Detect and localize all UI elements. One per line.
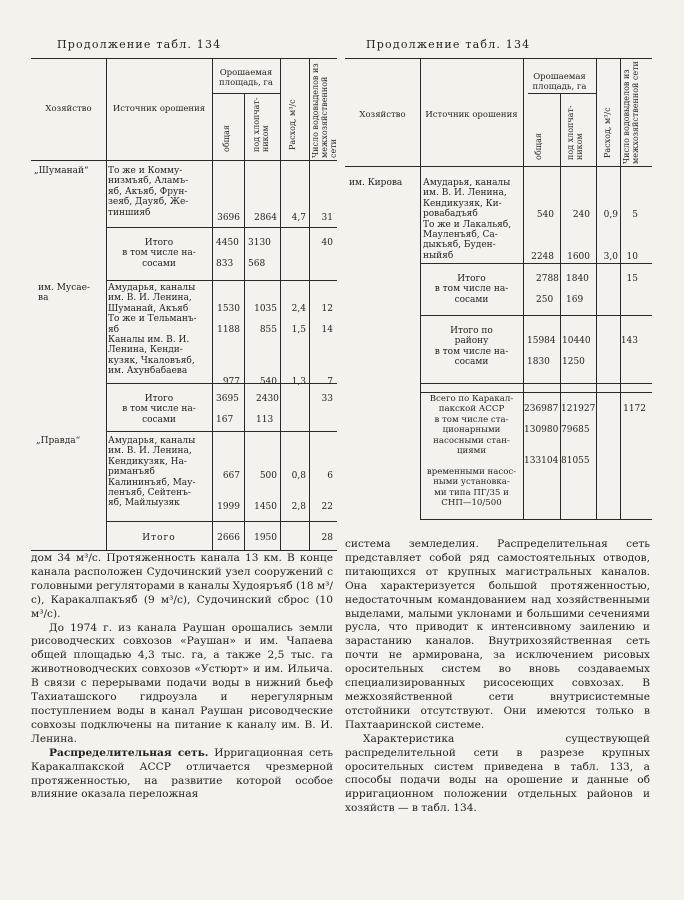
left-header-irrigated: Орошаемая площадь, га	[219, 68, 273, 88]
left-row-source: Итого	[142, 533, 176, 543]
left-header-source: Источник орошения	[112, 104, 206, 114]
paragraph: Характеристика существующей распределительной сети в разрезе крупных оросительных систем приведена в табл. 133, а способы подачи воды на орошение и данные об ирригационном положении отдельных районов и хозяйств — в табл. 134.	[345, 732, 650, 815]
section-heading: Распределительная сеть.	[49, 746, 209, 759]
left-header-cotton: под хлопчат-ником	[252, 97, 270, 152]
right-header-total: общая	[534, 133, 543, 160]
right-row-total: 2788 250	[536, 274, 559, 305]
left-row-cotton: 3130 568	[248, 238, 271, 269]
left-row-flow: 0,8 2,8	[291, 471, 306, 513]
right-body-text	[345, 538, 650, 816]
right-row-outlets: 143	[620, 336, 638, 346]
right-row-source: Итого по району в том числе на- сосами	[434, 326, 509, 368]
left-row-farm: им. Мусае- ва	[38, 283, 91, 304]
right-header-flow: Расход, м³/с	[603, 107, 612, 158]
right-row-outlets: 1172	[623, 404, 646, 414]
left-row-source: Амударья, каналы им. В. И. Ленина, Кендикузяк, На- риманъяб Калининъяб, Мау- ленъяб, Сейтенъ- яб, Майлыузяк	[108, 436, 196, 509]
right-row-total: 540 2248	[531, 210, 554, 262]
left-row-cotton: 1035 855 540	[254, 304, 277, 387]
left-row-outlets: 28	[321, 533, 333, 543]
left-row-total: 667 1999	[217, 471, 240, 513]
left-row-cotton: 2430 113	[256, 394, 279, 425]
left-row-source: То же и Комму- низмъяб, Аламъ- яб, Акъяб, Фрун- зеяб, Дауяб, Же- тиншияб	[108, 166, 189, 218]
left-row-cotton: 1950	[254, 533, 277, 543]
paragraph: дом 34 м³/с. Протяженность канала 13 км. В конце канала расположен Судочинский узел сооружений с головными регуляторами в каналы Худояръяб (18 м³/с), Каракалпакъяб (9 м³/с), Судочинский сброс (10 м³/с).	[31, 552, 333, 620]
left-row-total: 2666	[217, 533, 240, 543]
right-row-outlets: 15	[626, 274, 638, 284]
left-row-flow: 2,4 1,5 1,3	[291, 304, 306, 387]
right-row-cotton: 10440 1250	[562, 336, 591, 367]
left-row-total: 4450 833	[216, 238, 239, 269]
right-row-flow: 0,9 3,0	[603, 210, 618, 262]
right-table-caption: Продолжение табл. 134	[366, 38, 531, 51]
left-row-source: Итого в том числе на- сосами	[122, 394, 196, 425]
left-row-total: 1530 1188 977	[217, 304, 240, 387]
right-header-cotton: под хлопчат-ником	[566, 105, 584, 160]
left-table-caption: Продолжение табл. 134	[57, 38, 222, 51]
left-body-text	[31, 552, 333, 802]
paragraph: До 1974 г. из канала Раушан орошались земли рисоводческих совхозов «Раушан» и им. Чапаева общей площадью 4,3 тыс. га, а также 2,5 тыс. га животноводческих совхозов «Устюрт» и им. Ильича. В связи с перерывами подачи воды в нижний бьеф Тахиаташского гидроузла и нерегулярным поступлением воды в канал Раушан рисоводческие совхозы подключены на питание к каналу им. В. И. Ленина.	[31, 621, 333, 745]
left-row-outlets: 31	[321, 213, 333, 223]
left-row-source: Итого в том числе на- сосами	[122, 238, 196, 269]
right-row-source: Амударья, каналы им. В. И. Ленина, Кендикузяк, Ки- ровабадъяб То же и Лакальяб, Мауленъяб, Са- дыкъяб, Буден- ныйяб	[423, 178, 512, 261]
left-row-outlets: 12 14 7	[321, 304, 333, 387]
left-row-farm: „Шуманай“	[34, 166, 89, 176]
left-row-outlets: 33	[321, 394, 333, 404]
right-header-source: Источник орошения	[425, 110, 518, 120]
right-header-irrigated: Орошаемая площадь, га	[532, 72, 587, 92]
left-row-source: Амударья, каналы им. В. И. Ленина, Шуманай, Акъяб То же и Тельманъ- яб Каналы им. В. И. Ленина, Кенди- кузяк, Чкаловъяб, им. Ахунбабаева	[108, 283, 197, 377]
left-row-total: 3695 167	[216, 394, 239, 425]
left-header-farm: Хозяйство	[45, 104, 92, 114]
right-header-outlets: Число водовыделов из межхозяйственной сети	[622, 61, 640, 164]
right-row-source: Итого в том числе на- сосами	[434, 274, 509, 305]
left-row-cotton: 2864	[254, 213, 277, 223]
right-row-total: 15984 1830	[527, 336, 556, 367]
paragraph-text: Ирригационная сеть Каракалпакской АССР отличается чрезмерной протяженностью, на развитие которой особое влияние оказала переложная	[31, 746, 333, 801]
left-row-outlets: 40	[321, 238, 333, 248]
left-row-flow: 4,7	[291, 213, 306, 223]
paragraph	[31, 747, 333, 803]
right-row-cotton: 1840 169	[566, 274, 589, 305]
paragraph: система земледелия. Распределительная сеть представляет собой ряд самостоятельных отводов, питающихся от крупных магистральных каналов. Она характеризуется большой протяженностью, недостаточным командованием над хозяйственными выделами, малыми уклонами и большими сечениями русла, что приводит к интенсивному заилению и зарастанию каналов. Внутрихозяйственная сеть почти не армирована, за исключением рисовых оросительных систем во вновь создаваемых специализированных рисосеющих совхозах. В межхозяйственной сети внутрисистемные отстойники отсутствуют. Они имеются только в Пахтааринской системе.	[345, 538, 650, 731]
right-row-cotton: 121927 79685 81055	[561, 404, 596, 467]
right-row-source: Всего по Каракал- пакской АССР в том числе ста- ционарными насосными стан- циями временными насос- ными установка- ми типа ПГ/35 и СНП—10/500	[426, 394, 517, 509]
right-row-total: 236987 130980 133104	[524, 404, 559, 467]
left-row-farm: „Правда“	[36, 436, 81, 446]
left-header-flow: Расход, м³/с	[288, 99, 297, 150]
left-row-total: 3696	[217, 213, 240, 223]
right-row-cotton: 240 1600	[567, 210, 590, 262]
left-row-outlets: 6 22	[321, 471, 333, 513]
left-header-total: общая	[222, 125, 231, 152]
right-row-farm: им. Кирова	[349, 178, 403, 188]
right-row-outlets: 5 10	[626, 210, 638, 262]
right-header-farm: Хозяйство	[359, 110, 406, 120]
left-header-outlets: Число водовыделов из межхозяйственной сети	[311, 63, 338, 158]
left-row-cotton: 500 1450	[254, 471, 277, 513]
